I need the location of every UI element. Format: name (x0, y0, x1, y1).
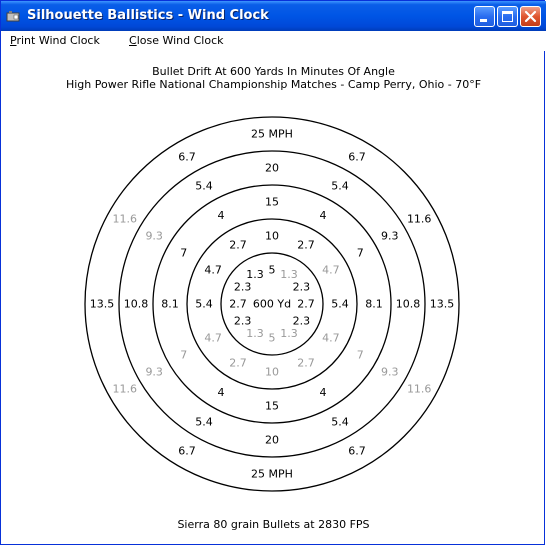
drift-label: 10 (265, 365, 279, 379)
minimize-button[interactable] (474, 6, 495, 27)
drift-label: 20 (265, 161, 279, 175)
drift-label: 5.4 (331, 179, 349, 193)
drift-label: 13.5 (429, 297, 455, 311)
drift-label: 2.7 (229, 297, 247, 311)
drift-label: 11.6 (406, 382, 432, 396)
menu-bar (1, 31, 546, 51)
drift-label: 5 (268, 263, 276, 277)
drift-label: 2.3 (292, 280, 311, 294)
drift-label: 7 (356, 246, 364, 260)
app-icon[interactable] (6, 9, 20, 23)
drift-label: 9.3 (381, 365, 399, 379)
drift-label: 15 (265, 195, 279, 209)
drift-label: 10.8 (123, 297, 149, 311)
drift-label: 2.3 (292, 314, 311, 328)
drift-label: 7 (356, 348, 364, 362)
drift-label: 5.4 (195, 179, 213, 193)
drift-label: 11.6 (112, 212, 138, 226)
drift-label: 5.4 (195, 415, 213, 429)
drift-label: 11.6 (112, 382, 138, 396)
drift-label: 9.3 (145, 229, 163, 243)
drift-label: 8.1 (161, 297, 179, 311)
menu-print-mnemonic: P (10, 34, 17, 47)
drift-label: 2.7 (297, 356, 315, 370)
drift-label: 2.3 (233, 280, 252, 294)
drift-label: 13.5 (89, 297, 115, 311)
drift-label: 2.7 (297, 297, 315, 311)
drift-label: 5 (268, 331, 276, 345)
drift-label: 7 (180, 348, 188, 362)
minimize-icon (475, 7, 494, 26)
drift-label: 6.7 (348, 444, 366, 458)
drift-label: 1.3 (280, 326, 298, 340)
menu-close-label: lose Wind Clock (136, 34, 224, 47)
drift-label: 5.4 (331, 297, 349, 311)
title-bar[interactable] (1, 1, 546, 31)
drift-label: 25 MPH (251, 467, 293, 481)
close-icon (521, 7, 540, 26)
drift-label: 2.7 (297, 238, 315, 252)
window-title: Silhouette Ballistics - Wind Clock (27, 8, 269, 23)
drift-label: 10.8 (395, 297, 421, 311)
menu-close-wind-clock[interactable] (129, 34, 224, 47)
drift-label: 6.7 (178, 150, 196, 164)
menu-close-mnemonic: C (129, 34, 137, 47)
drift-label: 5.4 (331, 415, 349, 429)
drift-label: 4.7 (322, 263, 340, 277)
drift-label: 4 (217, 209, 225, 223)
drift-label: 4.7 (204, 263, 222, 277)
drift-label: 5.4 (195, 297, 213, 311)
drift-label: 4 (217, 385, 225, 399)
drift-label: 4.7 (204, 331, 222, 345)
drift-label: 15 (265, 399, 279, 413)
drift-label: 20 (265, 433, 279, 447)
clock-center-label: 600 Yd (252, 297, 292, 311)
drift-label: 1.3 (246, 326, 264, 340)
close-button[interactable] (520, 6, 541, 27)
drift-label: 25 MPH (251, 127, 293, 141)
bullet-info: Sierra 80 grain Bullets at 2830 FPS (177, 518, 370, 531)
drift-label: 2.7 (229, 356, 247, 370)
drift-label: 1.3 (280, 268, 298, 282)
drift-label: 11.6 (406, 212, 432, 226)
drift-label: 4 (319, 385, 327, 399)
chart-title: Bullet Drift At 600 Yards In Minutes Of Angle (152, 65, 395, 78)
wind-clock-diagram (1, 51, 546, 521)
menu-print-wind-clock[interactable] (10, 34, 100, 47)
drift-label: 2.7 (229, 238, 247, 252)
chart-subtitle: High Power Rifle National Championship Matches - Camp Perry, Ohio - 70°F (65, 78, 482, 91)
drift-label: 6.7 (348, 150, 366, 164)
drift-label: 8.1 (365, 297, 383, 311)
drift-label: 4 (319, 209, 327, 223)
drift-label: 7 (180, 246, 188, 260)
drift-label: 6.7 (178, 444, 196, 458)
drift-label: 4.7 (322, 331, 340, 345)
drift-label: 10 (265, 229, 279, 243)
drift-label: 9.3 (145, 365, 163, 379)
drift-label: 2.3 (233, 314, 252, 328)
maximize-icon (498, 7, 517, 26)
menu-print-label: rint Wind Clock (16, 34, 100, 47)
drift-label: 9.3 (381, 229, 399, 243)
drift-label: 1.3 (246, 268, 264, 282)
maximize-button[interactable] (497, 6, 518, 27)
